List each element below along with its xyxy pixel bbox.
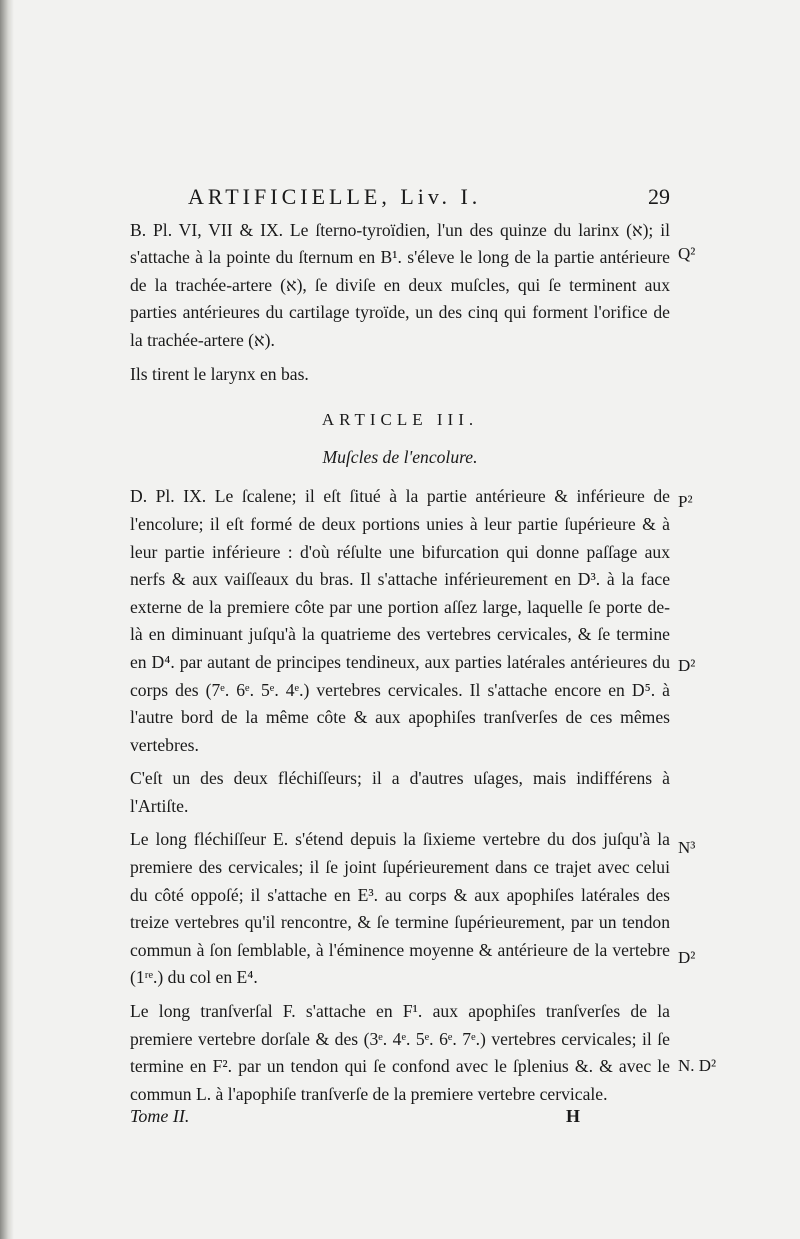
running-title: ARTIFICIELLE, Liv. I.: [188, 184, 482, 209]
margin-note: N³: [678, 838, 696, 857]
page-number: 29: [648, 184, 670, 209]
tome-label: Tome II.: [130, 1106, 190, 1126]
running-header: [188, 183, 670, 211]
signature-mark: H: [565, 1106, 580, 1126]
margin-note: D²: [678, 656, 696, 675]
paragraph-sterno-thyroid: B. Pl. VI, VII & IX. Le ſterno-tyroïdien, l'un des quinze du larinx (א); il s'attache à la pointe du ſternum en B¹. s'éleve le long de la partie antérieure de la trachée-artere (א), ſe diviſe en deux muſcles, qui ſe terminent aux parties antérieures du cartilage tyroïde, un des cinq qui forment l'orifice de la trachée-artere (א).: [130, 219, 670, 350]
paragraph-long-flexor: Le long fléchiſſeur E. s'étend depuis la ſixieme vertebre du dos juſqu'à la premiere des cervicales; il ſe joint ſupérieurement dans ce trajet avec celui du côté oppoſé; il s'attache en E³. au corps & aux apophiſes latérales des treize vertebres qu'il rencontre, & ſe termine ſupérieurement, par un tendon commun à ſon ſemblable, à l'éminence moyenne & antérieure de la vertebre (1ʳᵉ.) du col en E⁴.: [130, 829, 670, 988]
text-block: [130, 183, 670, 1108]
page-binding-shadow: [0, 0, 14, 1239]
margin-note: N. D²: [678, 1056, 717, 1075]
paragraph-flexor-note: C'eſt un des deux fléchiſſeurs; il a d'autres uſages, mais indifférens à l'Artiſte.: [130, 768, 670, 816]
paragraph-long-transverse: Le long tranſverſal F. s'attache en F¹. aux apophiſes tranſverſes de la premiere vertebre dorſale & des (3ᵉ. 4ᵉ. 5ᵉ. 6ᵉ. 7ᵉ.) vertebres cervicales; il ſe termine en F². par un tendon qui ſe confond avec le ſplenius &. & avec le commun L. à l'apophiſe tranſverſe de la premiere vertebre cervicale.: [130, 1001, 670, 1104]
paragraph-larynx-action: Ils tirent le larynx en bas.: [130, 363, 309, 384]
margin-note: P²: [678, 492, 693, 511]
article-heading: ARTICLE III.: [321, 410, 479, 430]
page-footer: [130, 1106, 580, 1127]
margin-note: D²: [678, 948, 696, 967]
paragraph-scalene: D. Pl. IX. Le ſcalene; il eſt ſitué à la partie antérieure & inférieure de l'encolure; il eſt formé de deux portions unies à leur partie ſupérieure & à leur partie inférieure : d'où réſulte une bifurcation qui donne paſſage aux nerfs & aux vaiſſeaux du bras. Il s'attache inférieurement en D³. à la face externe de la premiere côte par une portion aſſez large, laquelle ſe porte de-là en diminuant juſqu'à la quatrieme des vertebres cervicales, & ſe termine en D⁴. par autant de principes tendineux, aux parties latérales antérieures du corps des (7ᵉ. 6ᵉ. 5ᵉ. 4ᵉ.) vertebres cervicales. Il s'attache encore en D⁵. à l'autre bord de la même côte & aux apophiſes tranſverſes de ces mêmes vertebres.: [130, 486, 670, 755]
article-subheading: Muſcles de l'encolure.: [322, 446, 478, 467]
margin-note: Q²: [678, 244, 696, 263]
